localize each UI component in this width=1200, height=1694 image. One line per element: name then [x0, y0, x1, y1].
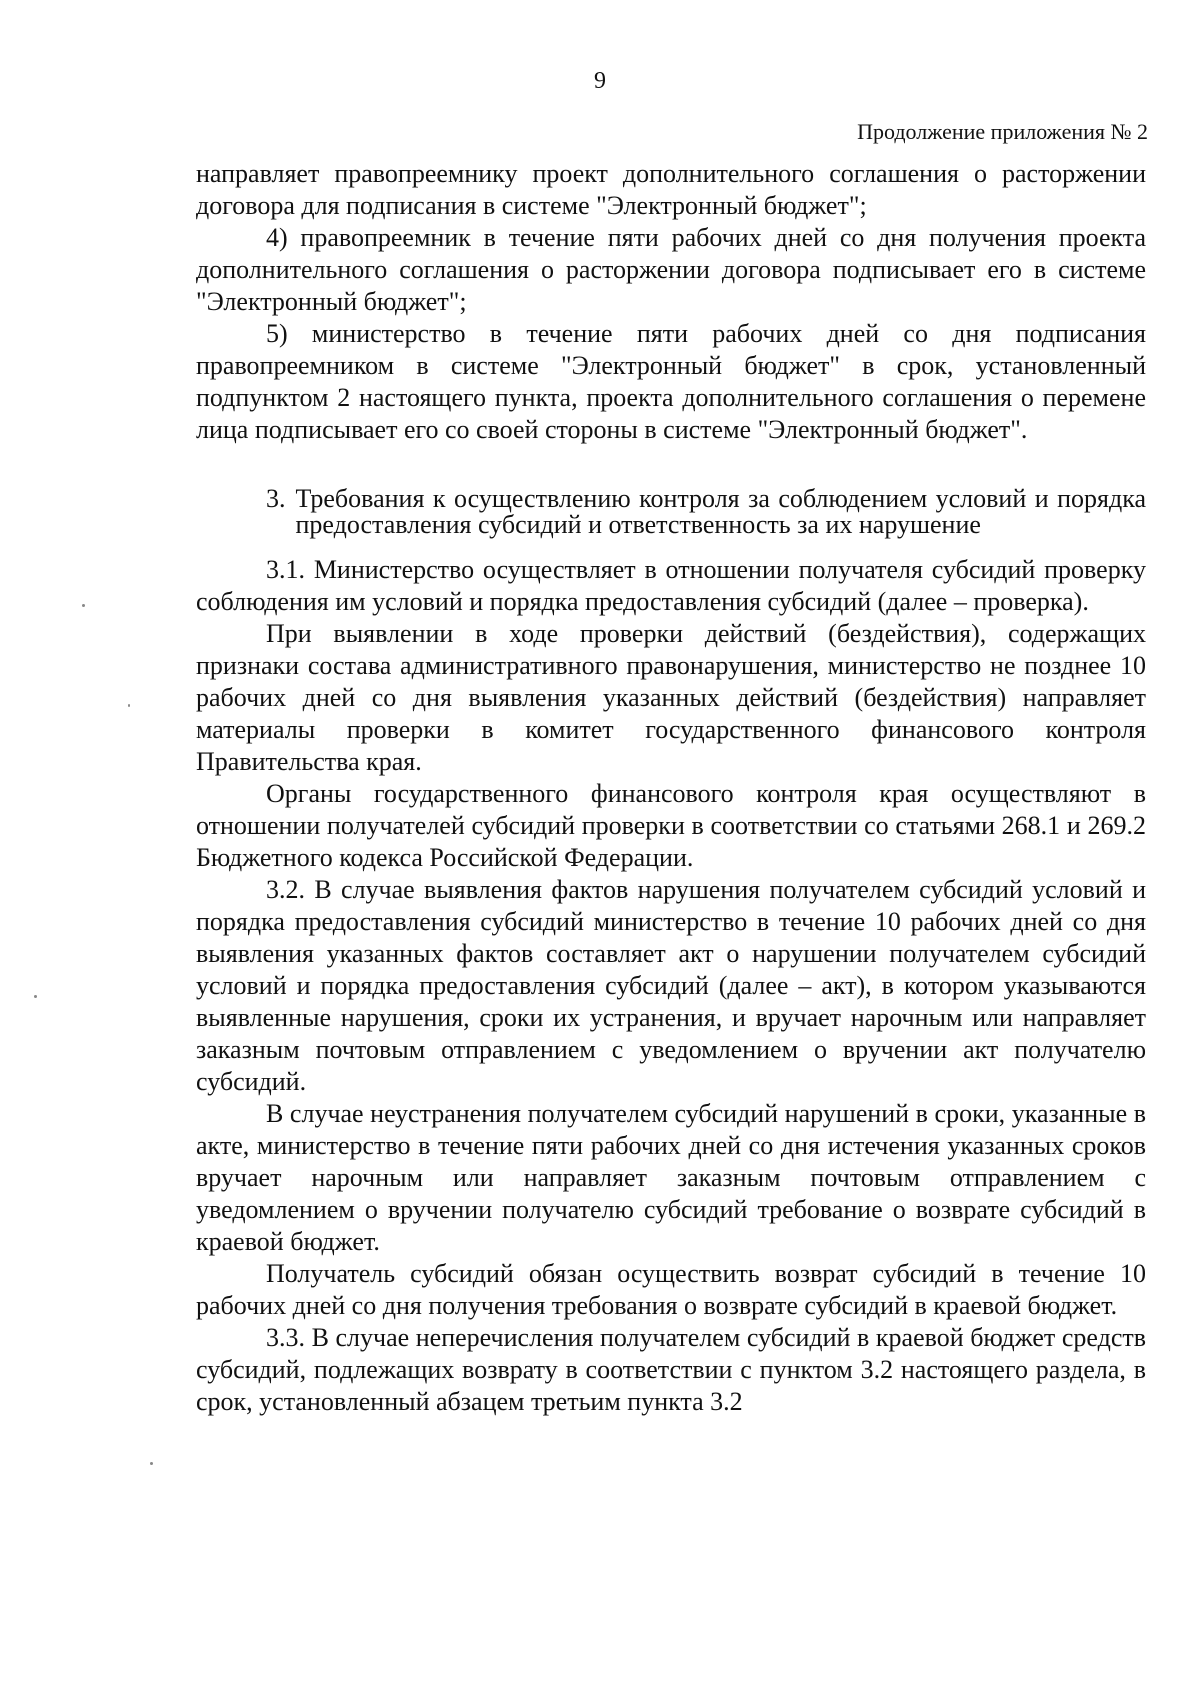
scan-speck: [82, 604, 85, 607]
paragraph-3-3: 3.3. В случае неперечисления получателем субсидий в краевой бюджет средств субсидий, подлежащих возврату в соответствии с пунктом 3.2 настоящего раздела, в срок, установленный абзацем третьим пункта 3.2: [196, 1323, 1146, 1416]
paragraph-violation-materials: При выявлении в ходе проверки действий (бездействия), содержащих признаки состава административного правонарушения, министерство не позднее 10 рабочих дней со дня выявления указанных действий (бездействия) направляет материалы проверки в комитет государственного финансового контроля Правительства края.: [196, 619, 1146, 776]
appendix-continuation-label: Продолжение приложения № 2: [857, 119, 1148, 144]
section-number: 3.: [266, 484, 286, 513]
scan-speck: [128, 704, 130, 707]
section-heading: [266, 486, 1146, 538]
paragraph-3-2: 3.2. В случае выявления фактов нарушения получателем субсидий условий и порядка предоставления субсидий министерство в течение 10 рабочих дней со дня выявления указанных фактов составляет акт о нарушении получателем субсидий условий и порядка предоставления субсидий (далее – акт), в котором указываются выявленные нарушения, сроки их устранения, и вручает нарочным или направляет заказным почтовым отправлением с уведомлением о вручении акт получателю субсидий.: [196, 875, 1146, 1096]
section-title: Требования к осуществлению контроля за соблюдением условий и порядка предоставления субсидий и ответственность за их нарушение: [295, 484, 1146, 539]
page-number: 9: [594, 68, 606, 94]
scan-speck: [150, 1462, 153, 1465]
paragraph-return-demand: В случае неустранения получателем субсидий нарушений в сроки, указанные в акте, министерство в течение пяти рабочих дней со дня истечения указанных сроков вручает нарочным или направляет заказным почтовым отправлением с уведомлением о вручении получателю субсидий требование о возврате субсидий в краевой бюджет.: [196, 1099, 1146, 1256]
paragraph-continued: направляет правопреемнику проект дополнительного соглашения о расторжении договора для подписания в системе "Электронный бюджет";: [196, 159, 1146, 220]
scan-speck: [34, 995, 37, 998]
paragraph-financial-control: Органы государственного финансового контроля края осуществляют в отношении получателей субсидий проверки в соответствии со статьями 268.1 и 269.2 Бюджетного кодекса Российской Федерации.: [196, 779, 1146, 872]
document-body: [196, 158, 1146, 1418]
paragraph-subitem-4: 4) правопреемник в течение пяти рабочих дней со дня получения проекта дополнительного соглашения о расторжении договора подписывает его в системе "Электронный бюджет";: [196, 223, 1146, 316]
paragraph-3-1: 3.1. Министерство осуществляет в отношении получателя субсидий проверку соблюдения им условий и порядка предоставления субсидий (далее – проверка).: [196, 555, 1146, 616]
paragraph-return-obligation: Получатель субсидий обязан осуществить возврат субсидий в течение 10 рабочих дней со дня получения требования о возврате субсидий в краевой бюджет.: [196, 1259, 1146, 1320]
paragraph-subitem-5: 5) министерство в течение пяти рабочих дней со дня подписания правопреемником в системе "Электронный бюджет" в срок, установленный подпунктом 2 настоящего пункта, проекта дополнительного соглашения о перемене лица подписывает его со своей стороны в системе "Электронный бюджет".: [196, 319, 1146, 444]
